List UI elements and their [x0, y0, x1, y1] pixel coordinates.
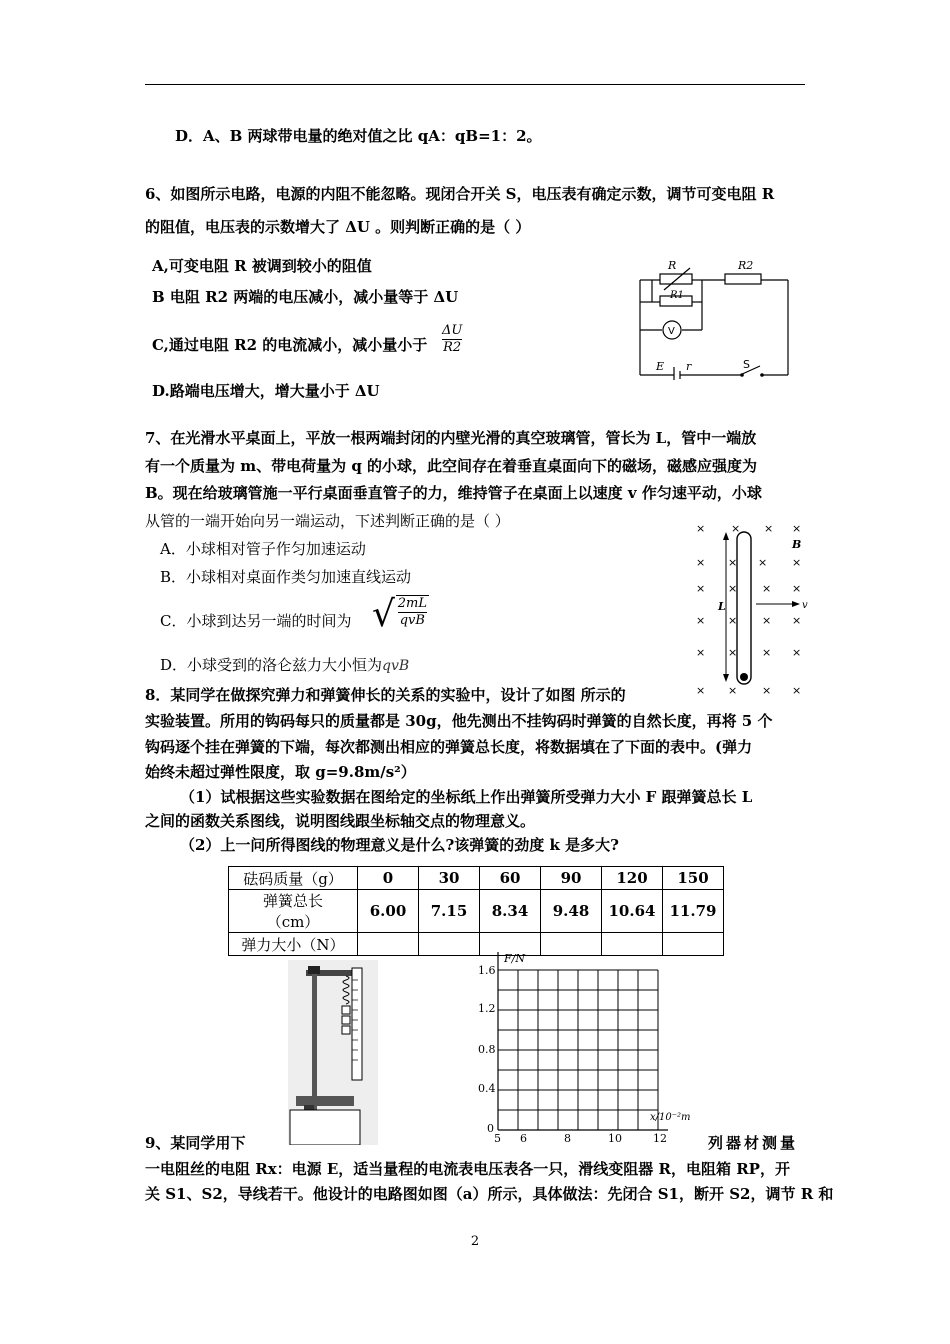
q7-option-b: B．小球相对桌面作类匀加速直线运动 [160, 568, 412, 586]
svg-text:×: × [762, 646, 772, 659]
q7-stem-line4: 从管的一端开始向另一端运动，下述判断正确的是（ ） [145, 512, 510, 530]
header-rule [145, 84, 805, 85]
q7-option-a: A．小球相对管子作匀加速运动 [160, 540, 366, 558]
q8-stem-line2: 实验装置。所用的钩码每只的质量都是 30g，他先测出不挂钩码时弹簧的自然长度，再将 5 个 [145, 712, 773, 730]
svg-text:×: × [792, 582, 802, 595]
velocity-label-v: v [802, 600, 808, 611]
graph-x-label: x/10⁻²m [650, 1112, 691, 1123]
svg-text:×: × [762, 684, 772, 697]
table-cell: 8.34 [480, 890, 541, 933]
q8-data-table [228, 866, 724, 956]
table-row [229, 890, 724, 933]
graph-y-tick: 0.8 [478, 1043, 496, 1056]
q6-option-c-fraction [442, 323, 462, 356]
sqrt-fraction [396, 595, 429, 629]
svg-text:×: × [758, 556, 768, 569]
graph-x-tick: 12 [653, 1132, 667, 1145]
q7-stem-line1: 7、在光滑水平桌面上，平放一根两端封闭的内壁光滑的真空玻璃管，管长为 L，管中一端放 [145, 429, 757, 447]
circuit-label-s: S [743, 358, 750, 371]
page-number: 2 [470, 1234, 480, 1249]
svg-text:×: × [762, 614, 772, 627]
circuit-label-e: E [656, 360, 665, 373]
q8-graph-paper [470, 950, 700, 1148]
q8-sub1-line2: 之间的函数关系图线，说明图线跟坐标轴交点的物理意义。 [145, 812, 536, 830]
table-cell: 30 [419, 867, 480, 890]
table-cell: 7.15 [419, 890, 480, 933]
q7-stem-line3: B。现在给玻璃管施一平行桌面垂直管子的力，维持管子在桌面上以速度 v 作匀速平动，小球 [145, 484, 762, 502]
q7-option-d [160, 654, 409, 675]
circuit-label-v: V [668, 326, 675, 337]
fraction-numerator: ΔU [442, 323, 463, 338]
table-cell: 9.48 [541, 890, 602, 933]
table-header-mass: 砝码质量（g） [229, 867, 358, 890]
q6-option-c: C,通过电阻 R2 的电流减小，减小量小于 [152, 336, 428, 354]
q5-option-d: D．A、B 两球带电量的绝对值之比 qA：qB=1：2。 [175, 127, 542, 145]
q9-stem-line1-end: 列器材测量 [708, 1134, 799, 1152]
graph-x-tick: 10 [608, 1132, 622, 1145]
q7-magnetic-field-figure [688, 518, 814, 698]
table-cell: 10.64 [602, 890, 663, 933]
q6-option-b: B 电阻 R2 两端的电压减小，减小量等于 ΔU [152, 288, 459, 306]
q6-option-d: D.路端电压增大，增大量小于 ΔU [152, 382, 380, 400]
table-cell: 0 [358, 867, 419, 890]
table-header-length-b: （cm） [266, 913, 320, 931]
fraction-denominator: qvB [399, 613, 425, 628]
q6-option-a: A,可变电阻 R 被调到较小的阻值 [152, 257, 372, 275]
q7-option-d-expr: qvB [382, 658, 410, 674]
svg-text:×: × [792, 556, 802, 569]
q7-option-c: C．小球到达另一端的时间为 [160, 612, 352, 630]
sqrt-icon: √ [372, 594, 395, 635]
svg-text:×: × [696, 556, 706, 569]
svg-text:×: × [696, 614, 706, 627]
graph-x-tick: 6 [520, 1132, 527, 1145]
table-header-length [229, 890, 358, 933]
graph-y-tick: 0 [487, 1122, 494, 1135]
svg-text:×: × [792, 614, 802, 627]
q8-stem-line1: 8．某同学在做探究弹力和弹簧伸长的关系的实验中，设计了如图 所示的 [145, 686, 626, 704]
svg-text:×: × [762, 582, 772, 595]
table-row [229, 867, 724, 890]
circuit-label-r-internal: r [686, 360, 692, 373]
table-cell: 6.00 [358, 890, 419, 933]
svg-text:×: × [728, 556, 738, 569]
svg-text:×: × [728, 684, 738, 697]
table-cell: 60 [480, 867, 541, 890]
circuit-label-r1: R1 [670, 290, 684, 301]
svg-text:×: × [728, 646, 738, 659]
q9-stem-line1-start: 9、某同学用下 [145, 1134, 246, 1152]
svg-text:×: × [731, 522, 741, 535]
fraction-denominator: R2 [443, 340, 462, 355]
svg-text:×: × [764, 522, 774, 535]
table-header-force: 弹力大小（N） [229, 933, 358, 956]
graph-y-label: F/N [504, 952, 525, 965]
q7-option-c-sqrt [372, 595, 429, 635]
svg-text:×: × [728, 582, 738, 595]
svg-text:×: × [728, 614, 738, 627]
table-cell: 11.79 [663, 890, 724, 933]
q8-sub1-line1: （1）试根据这些实验数据在图给定的坐标纸上作出弹簧所受弹力大小 F 跟弹簧总长 L [180, 788, 753, 806]
svg-text:×: × [792, 646, 802, 659]
svg-text:×: × [792, 522, 802, 535]
q8-spring-apparatus [288, 960, 378, 1145]
q7-stem-line2: 有一个质量为 m、带电荷量为 q 的小球，此空间存在着垂直桌面向下的磁场，磁感应强度为 [145, 457, 758, 475]
tube-label-l: L [718, 600, 726, 613]
table-cell: 120 [602, 867, 663, 890]
svg-text:×: × [696, 684, 706, 697]
table-header-length-a: 弹簧总长 [262, 892, 323, 910]
table-cell [358, 933, 419, 956]
field-label-b: B [792, 538, 802, 551]
q8-sub2: （2）上一问所得图线的物理意义是什么?该弹簧的劲度 k 是多大? [180, 836, 619, 854]
circuit-label-r: R [668, 259, 677, 272]
table-cell: 150 [663, 867, 724, 890]
graph-x-tick: 8 [564, 1132, 571, 1145]
q9-stem-line3: 关 S1、S2，导线若干。他设计的电路图如图（a）所示，具体做法：先闭合 S1，断开 S2，调节 R 和 [145, 1185, 834, 1203]
table-cell: 90 [541, 867, 602, 890]
svg-text:×: × [696, 646, 706, 659]
svg-text:×: × [696, 582, 706, 595]
q9-stem-line2: 一电阻丝的电阻 Rx：电源 E，适当量程的电流表电压表各一只，滑线变阻器 R，电阻箱 RP，开 [145, 1160, 790, 1178]
graph-y-tick: 1.2 [478, 1002, 496, 1015]
svg-text:×: × [696, 522, 706, 535]
graph-y-tick: 0.4 [478, 1082, 496, 1095]
q8-stem-line4: 始终未超过弹性限度，取 g=9.8m/s²） [145, 763, 416, 781]
graph-y-tick: 1.6 [478, 964, 496, 977]
q6-stem-line1: 6、如图所示电路，电源的内阻不能忽略。现闭合开关 S，电压表有确定示数，调节可变电阻 R [145, 185, 775, 203]
graph-x-tick: 5 [494, 1132, 501, 1145]
q6-circuit-diagram [630, 250, 800, 380]
q6-stem-line2: 的阻值，电压表的示数增大了 ΔU 。则判断正确的是（ ） [145, 218, 531, 236]
circuit-label-r2: R2 [738, 259, 754, 272]
q8-stem-line3: 钩码逐个挂在弹簧的下端，每次都测出相应的弹簧总长度，将数据填在了下面的表中。(弹力 [145, 738, 753, 756]
fraction-numerator: 2mL [397, 596, 427, 611]
svg-text:×: × [792, 684, 802, 697]
q7-option-d-text: D．小球受到的洛仑兹力大小恒为 [160, 656, 383, 674]
